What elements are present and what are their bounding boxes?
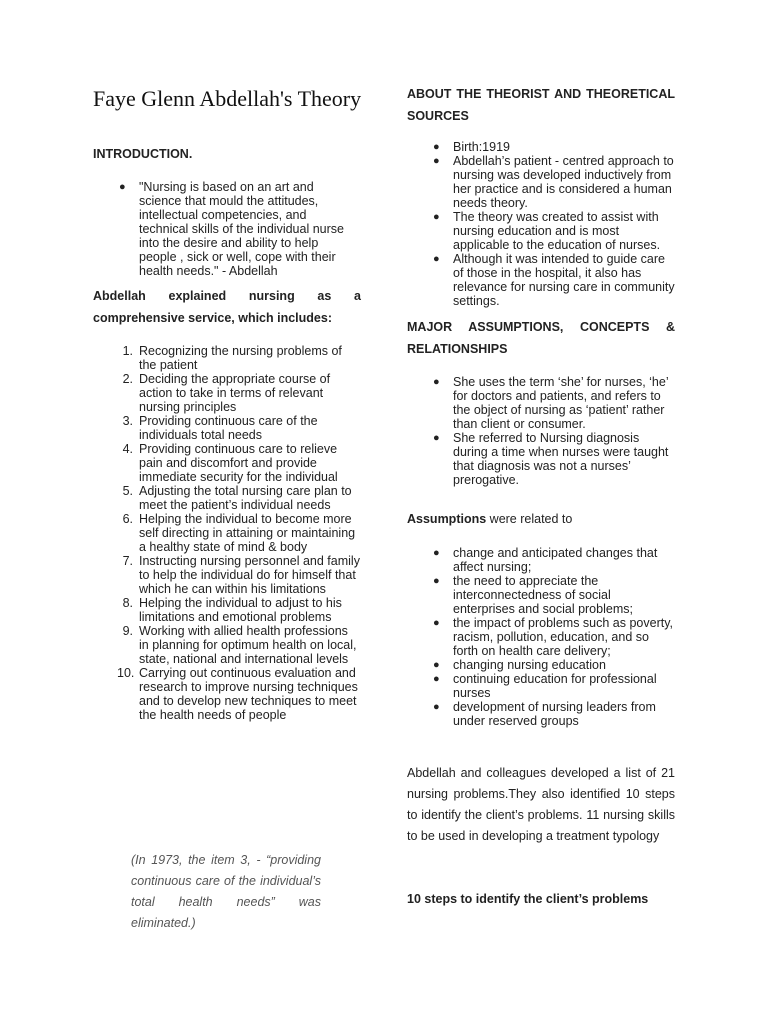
service-text: Carrying out continuous evaluation and research to improve nursing techniques and to develop new techniques to meet the health needs of people: [139, 666, 358, 722]
service-text: Working with allied health professions in planning for optimum health on local, state, national and international levels: [139, 624, 357, 666]
service-number: 8.: [122, 596, 133, 610]
service-item: [117, 372, 361, 414]
service-number: 5.: [122, 484, 133, 498]
service-item: [117, 512, 361, 554]
list-item-text: The theory was created to assist with nursing education and is most applicable to the education of nurses.: [453, 210, 661, 252]
bullet-icon: ●: [433, 659, 440, 671]
list-item-text: Although it was intended to guide care of those in the hospital, it also has relevance for nursing care in community settings.: [453, 252, 675, 308]
list-item: [431, 700, 675, 728]
service-text: Deciding the appropriate course of action to take in terms of relevant nursing principles: [139, 372, 331, 414]
bullet-icon: ●: [433, 432, 440, 444]
list-item-text: Birth:1919: [453, 140, 510, 154]
service-text: Instructing nursing personnel and family to help the individual do for himself that which he can within his limitations: [139, 554, 360, 596]
service-number: 9.: [122, 624, 133, 638]
service-item: [117, 484, 361, 512]
explained-heading: Abdellah explained nursing as a comprehensive service, which includes:: [93, 289, 361, 325]
service-text: Providing continuous care to relieve pain and discomfort and provide immediate security for the individual: [139, 442, 338, 484]
bullet-icon: ●: [433, 376, 440, 388]
bullet-icon: ●: [433, 155, 440, 167]
bullet-icon: ●: [433, 253, 440, 265]
service-item: [117, 442, 361, 484]
service-item: [117, 414, 361, 442]
list-item-text: Abdellah’s patient - centred approach to nursing was developed inductively from her practice and is considered a human needs theory.: [453, 154, 674, 210]
list-item-text: She referred to Nursing diagnosis during a time when nurses were taught that diagnosis was not a nurses’ prerogative.: [453, 431, 669, 487]
about-theorist-list: [431, 140, 675, 308]
assumptions-rest: were related to: [486, 512, 573, 526]
service-number: 6.: [122, 512, 133, 526]
bullet-icon: ●: [433, 141, 440, 153]
list-item: [117, 180, 359, 278]
service-text: Recognizing the nursing problems of the patient: [139, 344, 342, 372]
list-item: [431, 616, 675, 658]
service-number: 3.: [122, 414, 133, 428]
major-assumptions-list: [431, 375, 675, 487]
assumptions-list: [431, 546, 675, 728]
major-assumptions-heading: MAJOR ASSUMPTIONS, CONCEPTS & RELATIONSHIPS: [407, 320, 675, 356]
service-text: Providing continuous care of the individuals total needs: [139, 414, 318, 442]
list-item-text: change and anticipated changes that affect nursing;: [453, 546, 658, 574]
list-item: [431, 672, 675, 700]
service-number: 10.: [117, 666, 135, 680]
service-number: 4.: [122, 442, 133, 456]
service-number: 1.: [122, 344, 133, 358]
bullet-icon: ●: [433, 617, 440, 629]
bullet-icon: ●: [433, 211, 440, 223]
service-item: [117, 666, 361, 722]
service-number: 7.: [122, 554, 133, 568]
assumptions-bold: Assumptions: [407, 512, 487, 526]
list-item: [431, 252, 675, 308]
page-title: Faye Glenn Abdellah's Theory: [93, 86, 362, 111]
list-item-text: the impact of problems such as poverty, racism, pollution, education, and so forth on health care delivery;: [453, 616, 674, 658]
list-item-text: She uses the term ‘she’ for nurses, ‘he’ for doctors and patients, and refers to the object of nursing as ‘patient’ rather than client or consumer.: [453, 375, 669, 431]
service-text: Helping the individual to become more self directing in attaining or maintaining a healthy state of mind & body: [139, 512, 356, 554]
service-item: [117, 624, 361, 666]
bullet-icon: ●: [119, 181, 126, 193]
service-text: Adjusting the total nursing care plan to meet the patient’s individual needs: [139, 484, 352, 512]
colleagues-paragraph: Abdellah and colleagues developed a list of 21 nursing problems.They also identified 10 steps to identify the client’s problems. 11 nursing skills to be used in developing a treatment typology: [407, 766, 675, 843]
list-item: [431, 154, 675, 210]
introduction-heading: INTRODUCTION.: [93, 147, 193, 161]
list-item: [431, 375, 675, 431]
service-item: [117, 344, 361, 372]
elimination-note: (In 1973, the item 3, - “providing continuous care of the individual’s total health needs” was eliminated.): [131, 853, 321, 930]
assumptions-line: [407, 509, 675, 530]
list-item-text: the need to appreciate the interconnectedness of social enterprises and social problems;: [453, 574, 633, 616]
list-item: [431, 658, 675, 672]
services-list: [117, 344, 361, 722]
intro-quote: "Nursing is based on an art and science that mould the attitudes, intellectual competencies, and technical skills of the individual nurse into the desire and ability to help people , sick or well, cope with their health needs." - Abdellah: [139, 180, 344, 278]
intro-quote-list: [117, 180, 359, 278]
about-theorist-heading: ABOUT THE THEORIST AND THEORETICAL SOURCES: [407, 87, 675, 123]
service-number: 2.: [122, 372, 133, 386]
list-item: [431, 546, 675, 574]
bullet-icon: ●: [433, 701, 440, 713]
service-item: [117, 596, 361, 624]
steps-heading: 10 steps to identify the client’s problems: [407, 892, 649, 906]
list-item-text: changing nursing education: [453, 658, 606, 672]
list-item-text: development of nursing leaders from under reserved groups: [453, 700, 656, 728]
list-item-text: continuing education for professional nurses: [453, 672, 657, 700]
service-text: Helping the individual to adjust to his limitations and emotional problems: [139, 596, 342, 624]
list-item: [431, 574, 675, 616]
bullet-icon: ●: [433, 673, 440, 685]
bullet-icon: ●: [433, 547, 440, 559]
service-item: [117, 554, 361, 596]
list-item: [431, 431, 675, 487]
list-item: [431, 210, 675, 252]
bullet-icon: ●: [433, 575, 440, 587]
list-item: [431, 140, 675, 154]
